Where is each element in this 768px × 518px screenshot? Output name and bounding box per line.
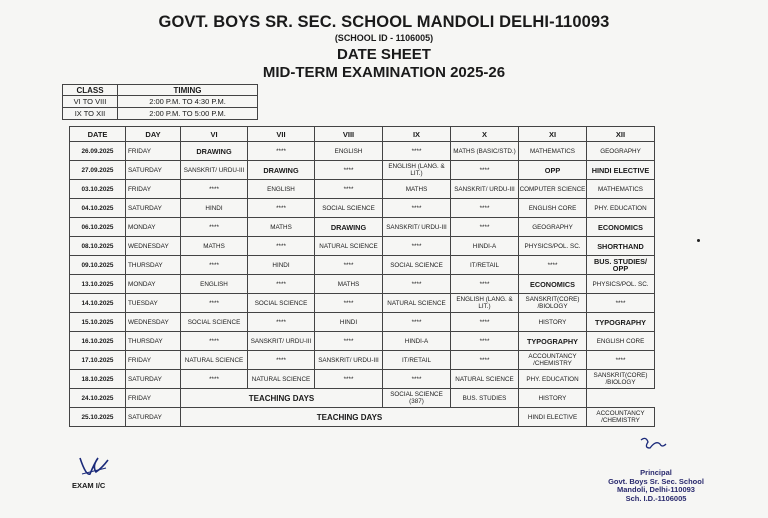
timing-table	[62, 84, 258, 120]
subject-cell: BUS. STUDIES	[451, 389, 519, 408]
date-cell: 14.10.2025	[70, 294, 126, 313]
day-cell: MONDAY	[126, 218, 181, 237]
column-header: IX	[383, 127, 451, 142]
school-id: (SCHOOL ID - 1106005)	[334, 33, 434, 43]
subject-cell: ****	[383, 142, 451, 161]
teaching-days-cell: TEACHING DAYS	[181, 408, 519, 427]
day-cell: SATURDAY	[126, 408, 181, 427]
subject-cell: MATHS	[315, 275, 383, 294]
subject-cell: ****	[181, 294, 248, 313]
table-row	[70, 218, 655, 237]
date-cell: 26.09.2025	[70, 142, 126, 161]
subject-cell: ****	[181, 370, 248, 389]
day-cell: FRIDAY	[126, 351, 181, 370]
subject-cell: HINDI	[315, 313, 383, 332]
subject-cell: ENGLISH CORE	[519, 199, 587, 218]
subject-cell: ENGLISH (LANG. & LIT.)	[383, 161, 451, 180]
subject-cell: SOCIAL SCIENCE	[315, 199, 383, 218]
subject-cell: ****	[587, 351, 655, 370]
subject-cell: ****	[383, 275, 451, 294]
subject-cell: NATURAL SCIENCE	[248, 370, 315, 389]
table-row	[70, 332, 655, 351]
date-cell: 16.10.2025	[70, 332, 126, 351]
day-cell: WEDNESDAY	[126, 237, 181, 256]
subject-cell: TYPOGRAPHY	[519, 332, 587, 351]
table-row	[70, 142, 655, 161]
timing-row	[63, 108, 258, 120]
schedule-table	[69, 126, 655, 427]
timing-value: 2:00 P.M. TO 4:30 P.M.	[118, 96, 258, 108]
subject-cell: ****	[315, 161, 383, 180]
subject-cell: ECONOMICS	[519, 275, 587, 294]
subject-cell: ENGLISH	[315, 142, 383, 161]
subject-cell: MATHS	[248, 218, 315, 237]
subject-cell: ENGLISH (LANG. & LIT.)	[451, 294, 519, 313]
subject-cell: ****	[181, 332, 248, 351]
subject-cell: SOCIAL SCIENCE (387)	[383, 389, 451, 408]
date-cell: 17.10.2025	[70, 351, 126, 370]
table-row	[70, 408, 655, 427]
subject-cell: ****	[519, 256, 587, 275]
day-cell: MONDAY	[126, 275, 181, 294]
timing-value: 2:00 P.M. TO 5:00 P.M.	[118, 108, 258, 120]
table-row	[70, 389, 655, 408]
date-sheet-title: DATE SHEET	[337, 46, 431, 63]
day-cell: FRIDAY	[126, 142, 181, 161]
exam-ic-signature-icon	[76, 454, 112, 480]
subject-cell: HINDI ELECTIVE	[587, 161, 655, 180]
subject-cell: NATURAL SCIENCE	[383, 294, 451, 313]
subject-cell: HINDI-A	[383, 332, 451, 351]
subject-cell: PHY. EDUCATION	[587, 199, 655, 218]
stamp-line-address: Mandoli, Delhi-110093	[617, 485, 695, 494]
stamp-line-id: Sch. I.D.-1106005	[625, 493, 687, 503]
date-cell: 03.10.2025	[70, 180, 126, 199]
subject-cell: MATHEMATICS	[587, 180, 655, 199]
column-header: XII	[587, 127, 655, 142]
subject-cell: ****	[315, 332, 383, 351]
subject-cell: HISTORY	[519, 389, 587, 408]
subject-cell: ****	[451, 313, 519, 332]
date-cell: 09.10.2025	[70, 256, 126, 275]
table-row	[70, 199, 655, 218]
subject-cell: ****	[451, 351, 519, 370]
table-row	[70, 313, 655, 332]
day-cell: FRIDAY	[126, 389, 181, 408]
subject-cell: NATURAL SCIENCE	[315, 237, 383, 256]
timing-class: VI TO VIII	[63, 96, 118, 108]
table-row	[70, 351, 655, 370]
subject-cell: MATHS	[383, 180, 451, 199]
date-cell: 24.10.2025	[70, 389, 126, 408]
subject-cell: ACCOUNTANCY /CHEMISTRY	[519, 351, 587, 370]
subject-cell: ****	[451, 161, 519, 180]
subject-cell: OPP	[519, 161, 587, 180]
exam-title: MID-TERM EXAMINATION 2025-26	[262, 64, 506, 81]
subject-cell: HINDI	[248, 256, 315, 275]
subject-cell: ****	[587, 294, 655, 313]
subject-cell: IT/RETAIL	[451, 256, 519, 275]
timing-header-timing: TIMING	[118, 85, 258, 96]
subject-cell: ENGLISH	[181, 275, 248, 294]
subject-cell: SANSKRIT(CORE) /BIOLOGY	[587, 370, 655, 389]
subject-cell: ACCOUNTANCY /CHEMISTRY	[587, 408, 655, 427]
subject-cell: GEOGRAPHY	[519, 218, 587, 237]
subject-cell: SANSKRIT/ URDU-III	[248, 332, 315, 351]
subject-cell: SANSKRIT(CORE) /BIOLOGY	[519, 294, 587, 313]
day-cell: SATURDAY	[126, 199, 181, 218]
subject-cell: ****	[383, 237, 451, 256]
day-cell: TUESDAY	[126, 294, 181, 313]
date-cell: 06.10.2025	[70, 218, 126, 237]
column-header: VIII	[315, 127, 383, 142]
table-row	[70, 180, 655, 199]
subject-cell: ENGLISH	[248, 180, 315, 199]
day-cell: WEDNESDAY	[126, 313, 181, 332]
subject-cell: SANSKRIT/ URDU-III	[383, 218, 451, 237]
subject-cell: IT/RETAIL	[383, 351, 451, 370]
subject-cell: PHY. EDUCATION	[519, 370, 587, 389]
day-cell: SATURDAY	[126, 370, 181, 389]
subject-cell: SHORTHAND	[587, 237, 655, 256]
subject-cell: ****	[383, 313, 451, 332]
subject-cell: ****	[451, 275, 519, 294]
subject-cell: PHYSICS/POL. SC.	[587, 275, 655, 294]
subject-cell: ****	[451, 332, 519, 351]
subject-cell: DRAWING	[181, 142, 248, 161]
subject-cell: ****	[383, 199, 451, 218]
date-cell: 27.09.2025	[70, 161, 126, 180]
subject-cell: SOCIAL SCIENCE	[181, 313, 248, 332]
column-header: XI	[519, 127, 587, 142]
stamp-line-school: Govt. Boys Sr. Sec. School	[608, 476, 704, 486]
column-header: X	[451, 127, 519, 142]
subject-cell: ****	[451, 218, 519, 237]
subject-cell: ****	[248, 275, 315, 294]
column-header: DATE	[70, 127, 126, 142]
table-row	[70, 161, 655, 180]
subject-cell: COMPUTER SCIENCE	[519, 180, 587, 199]
subject-cell: ****	[248, 142, 315, 161]
day-cell: FRIDAY	[126, 180, 181, 199]
column-header: DAY	[126, 127, 181, 142]
subject-cell: HINDI	[181, 199, 248, 218]
subject-cell: ****	[248, 313, 315, 332]
subject-cell: ****	[248, 237, 315, 256]
principal-signature-icon	[638, 434, 668, 454]
subject-cell: ****	[181, 180, 248, 199]
table-row	[70, 237, 655, 256]
subject-cell: SOCIAL SCIENCE	[383, 256, 451, 275]
subject-cell: HINDI ELECTIVE	[519, 408, 587, 427]
date-cell: 13.10.2025	[70, 275, 126, 294]
subject-cell: DRAWING	[315, 218, 383, 237]
date-cell: 08.10.2025	[70, 237, 126, 256]
subject-cell: PHYSICS/POL. SC.	[519, 237, 587, 256]
subject-cell: ****	[315, 294, 383, 313]
date-cell: 04.10.2025	[70, 199, 126, 218]
subject-cell: SOCIAL SCIENCE	[248, 294, 315, 313]
subject-cell: HISTORY	[519, 313, 587, 332]
subject-cell: MATHEMATICS	[519, 142, 587, 161]
subject-cell: ****	[248, 199, 315, 218]
exam-ic-label: EXAM I/C	[72, 481, 106, 490]
date-cell: 25.10.2025	[70, 408, 126, 427]
table-row	[70, 256, 655, 275]
school-name: GOVT. BOYS SR. SEC. SCHOOL MANDOLI DELHI-110093	[158, 13, 610, 31]
teaching-days-cell: TEACHING DAYS	[181, 389, 383, 408]
timing-row	[63, 96, 258, 108]
subject-cell: ****	[181, 218, 248, 237]
subject-cell: GEOGRAPHY	[587, 142, 655, 161]
timing-header-class: CLASS	[63, 85, 118, 96]
timing-class: IX TO XII	[63, 108, 118, 120]
date-cell: 18.10.2025	[70, 370, 126, 389]
day-cell: THURSDAY	[126, 332, 181, 351]
ink-dot	[697, 239, 700, 242]
subject-cell: NATURAL SCIENCE	[181, 351, 248, 370]
subject-cell: ****	[383, 370, 451, 389]
column-header: VI	[181, 127, 248, 142]
subject-cell: BUS. STUDIES/ OPP	[587, 256, 655, 275]
subject-cell: ****	[315, 370, 383, 389]
subject-cell: ****	[451, 199, 519, 218]
subject-cell: NATURAL SCIENCE	[451, 370, 519, 389]
schedule-header-row	[70, 127, 655, 142]
subject-cell: DRAWING	[248, 161, 315, 180]
subject-cell: SANSKRIT/ URDU-III	[181, 161, 248, 180]
day-cell: THURSDAY	[126, 256, 181, 275]
stamp-line-title: Principal	[640, 468, 672, 477]
subject-cell: HINDI-A	[451, 237, 519, 256]
subject-cell: SANSKRIT/ URDU-III	[315, 351, 383, 370]
date-cell: 15.10.2025	[70, 313, 126, 332]
subject-cell: ENGLISH CORE	[587, 332, 655, 351]
table-row	[70, 275, 655, 294]
subject-cell: MATHS	[181, 237, 248, 256]
table-row	[70, 370, 655, 389]
table-row	[70, 294, 655, 313]
subject-cell: ****	[248, 351, 315, 370]
subject-cell: ****	[315, 256, 383, 275]
column-header: VII	[248, 127, 315, 142]
subject-cell: TYPOGRAPHY	[587, 313, 655, 332]
principal-stamp	[596, 469, 716, 503]
subject-cell: ECONOMICS	[587, 218, 655, 237]
subject-cell: SANSKRIT/ URDU-III	[451, 180, 519, 199]
subject-cell: ****	[181, 256, 248, 275]
subject-cell: MATHS (BASIC/STD.)	[451, 142, 519, 161]
subject-cell: ****	[315, 180, 383, 199]
day-cell: SATURDAY	[126, 161, 181, 180]
